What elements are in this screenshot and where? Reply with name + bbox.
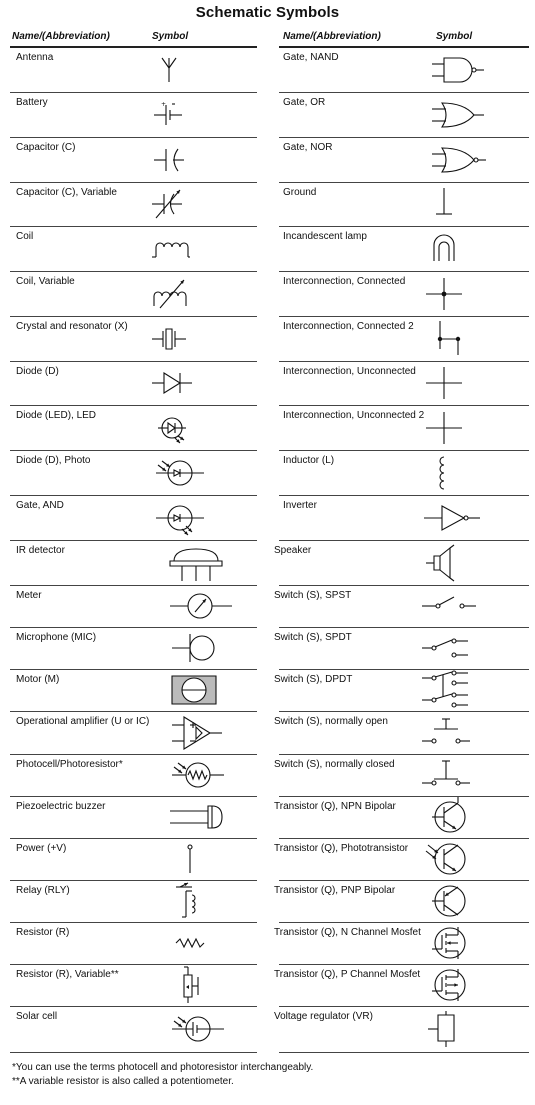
symbol-name: IR detector [16, 545, 65, 556]
symbol-name: Antenna [16, 52, 54, 63]
symbol-name: Transistor (Q), N Channel Mosfet [274, 927, 421, 938]
symbol-name: Diode (LED), LED [16, 410, 97, 421]
row-divider [279, 1052, 529, 1053]
diode-icon [142, 363, 232, 403]
row-divider [10, 1052, 257, 1053]
symbol-name: Motor (M) [16, 674, 60, 685]
spst-switch-icon [414, 586, 504, 626]
normally-closed-switch-icon [414, 755, 504, 795]
connected-2-icon [414, 319, 504, 359]
symbol-name: Ground [283, 187, 317, 198]
symbol-name: Gate, NOR [283, 142, 333, 153]
buzzer-icon [160, 797, 250, 837]
meter-icon [160, 586, 250, 626]
symbol-name: Microphone (MIC) [16, 632, 97, 643]
dpdt-switch-icon [414, 670, 504, 710]
right-symbol-header: Symbol [436, 31, 473, 42]
symbol-name: Capacitor (C) [16, 142, 76, 153]
symbol-name: Resistor (R), Variable** [16, 969, 119, 980]
row-divider [279, 271, 529, 272]
symbol-name: Resistor (R) [16, 927, 70, 938]
microphone-icon [160, 628, 250, 668]
row-divider [10, 92, 257, 93]
symbol-name: Voltage regulator (VR) [274, 1011, 373, 1022]
p-mosfet-icon [414, 965, 504, 1005]
symbol-name: Solar cell [16, 1011, 58, 1022]
row-divider [10, 450, 257, 451]
inverter-icon [414, 498, 504, 538]
row-divider [10, 361, 257, 362]
symbol-name: Transistor (Q), Phototransistor [274, 843, 409, 854]
row-divider [10, 316, 257, 317]
symbol-name: Coil [16, 231, 34, 242]
page-title: Schematic Symbols [195, 4, 340, 21]
symbol-name: Interconnection, Unconnected 2 [283, 410, 425, 421]
row-divider [10, 495, 257, 496]
speaker-icon [414, 543, 504, 583]
left-symbol-header: Symbol [152, 31, 189, 42]
row-divider [279, 92, 529, 93]
spdt-switch-icon [414, 628, 504, 668]
symbol-name: Crystal and resonator (X) [16, 321, 128, 332]
symbol-name: Interconnection, Connected [283, 276, 406, 287]
symbol-name: Transistor (Q), PNP Bipolar [274, 885, 396, 896]
symbol-name: Photocell/Photoresistor* [16, 759, 123, 770]
row-divider [279, 316, 529, 317]
symbol-name: Interconnection, Connected 2 [283, 321, 414, 332]
coil-icon [142, 229, 232, 269]
symbol-name: Transistor (Q), NPN Bipolar [274, 801, 396, 812]
row-divider [279, 405, 529, 406]
variable-coil-icon [142, 274, 232, 314]
n-mosfet-icon [414, 923, 504, 963]
symbol-name: Interconnection, Unconnected [283, 366, 416, 377]
crystal-icon [142, 319, 232, 359]
row-divider [279, 226, 529, 227]
op-amp-icon [160, 713, 250, 753]
npn-transistor-icon [414, 797, 504, 837]
symbol-name: Capacitor (C), Variable [16, 187, 117, 198]
row-divider [10, 226, 257, 227]
symbol-name: Switch (S), SPDT [274, 632, 352, 643]
footnote-potentiometer: **A variable resistor is also called a potentiometer. [12, 1076, 234, 1087]
photocell-icon [160, 755, 250, 795]
lamp-icon [414, 229, 504, 269]
row-divider [279, 495, 529, 496]
symbol-name: Inverter [283, 500, 317, 511]
row-divider [10, 540, 257, 541]
svg-text:+: + [161, 100, 167, 108]
unconnected-icon [414, 363, 504, 403]
pnp-transistor-icon [414, 881, 504, 921]
capacitor-icon [142, 140, 232, 180]
connected-icon [414, 274, 504, 314]
voltage-regulator-icon [414, 1009, 504, 1049]
symbol-name: Operational amplifier (U or IC) [16, 716, 150, 727]
row-divider [279, 361, 529, 362]
row-divider [279, 182, 529, 183]
phototransistor-icon [414, 839, 504, 879]
symbol-name: Meter [16, 590, 42, 601]
motor-icon [160, 670, 250, 710]
row-divider [10, 405, 257, 406]
photodiode-icon [142, 453, 232, 493]
right-name-header: Name/(Abbreviation) [283, 31, 381, 42]
symbol-name: Incandescent lamp [283, 231, 367, 242]
symbol-name: Diode (D), Photo [16, 455, 91, 466]
resistor-icon [160, 923, 250, 963]
row-divider [10, 137, 257, 138]
symbol-name: Switch (S), SPST [274, 590, 352, 601]
symbol-name: Speaker [274, 545, 312, 556]
row-divider [10, 271, 257, 272]
row-divider [279, 137, 529, 138]
ir-detector-icon [160, 543, 250, 583]
battery-icon [142, 95, 232, 135]
symbol-name: Transistor (Q), P Channel Mosfet [274, 969, 421, 980]
variable-capacitor-icon [142, 184, 232, 224]
header-rule-left [10, 46, 257, 48]
antenna-icon [142, 50, 232, 90]
normally-open-switch-icon [414, 713, 504, 753]
row-divider [279, 450, 529, 451]
footnotes [12, 1061, 313, 1089]
symbol-name: Gate, AND [16, 500, 64, 511]
row-divider [279, 1006, 529, 1007]
led-icon [142, 408, 232, 448]
and-gate-icon [142, 498, 232, 538]
or-gate-icon [414, 95, 504, 135]
symbol-name: Diode (D) [16, 366, 59, 377]
unconnected-2-icon [414, 408, 504, 448]
inductor-icon [414, 453, 504, 493]
row-divider [10, 182, 257, 183]
solar-cell-icon [160, 1009, 250, 1049]
symbol-name: Switch (S), normally open [274, 716, 388, 727]
nand-gate-icon [414, 50, 504, 90]
symbol-name: Coil, Variable [16, 276, 75, 287]
symbol-name: Relay (RLY) [16, 885, 70, 896]
symbol-name: Gate, NAND [283, 52, 339, 63]
symbol-name: Power (+V) [16, 843, 67, 854]
footnote-photocell: *You can use the terms photocell and photoresistor interchangeably. [12, 1062, 314, 1073]
power-icon [160, 839, 250, 879]
symbol-name: Switch (S), DPDT [274, 674, 353, 685]
relay-icon [160, 881, 250, 921]
symbol-name: Battery [16, 97, 48, 108]
symbol-name: Gate, OR [283, 97, 326, 108]
header-rule-right [279, 46, 529, 48]
symbol-name: Piezoelectric buzzer [16, 801, 106, 812]
symbol-name: Inductor (L) [283, 455, 335, 466]
variable-resistor-icon [160, 965, 250, 1005]
ground-icon [414, 184, 504, 224]
symbol-name: Switch (S), normally closed [274, 759, 395, 770]
row-divider [10, 1006, 257, 1007]
left-name-header: Name/(Abbreviation) [12, 31, 110, 42]
row-divider [279, 540, 529, 541]
nor-gate-icon [414, 140, 504, 180]
